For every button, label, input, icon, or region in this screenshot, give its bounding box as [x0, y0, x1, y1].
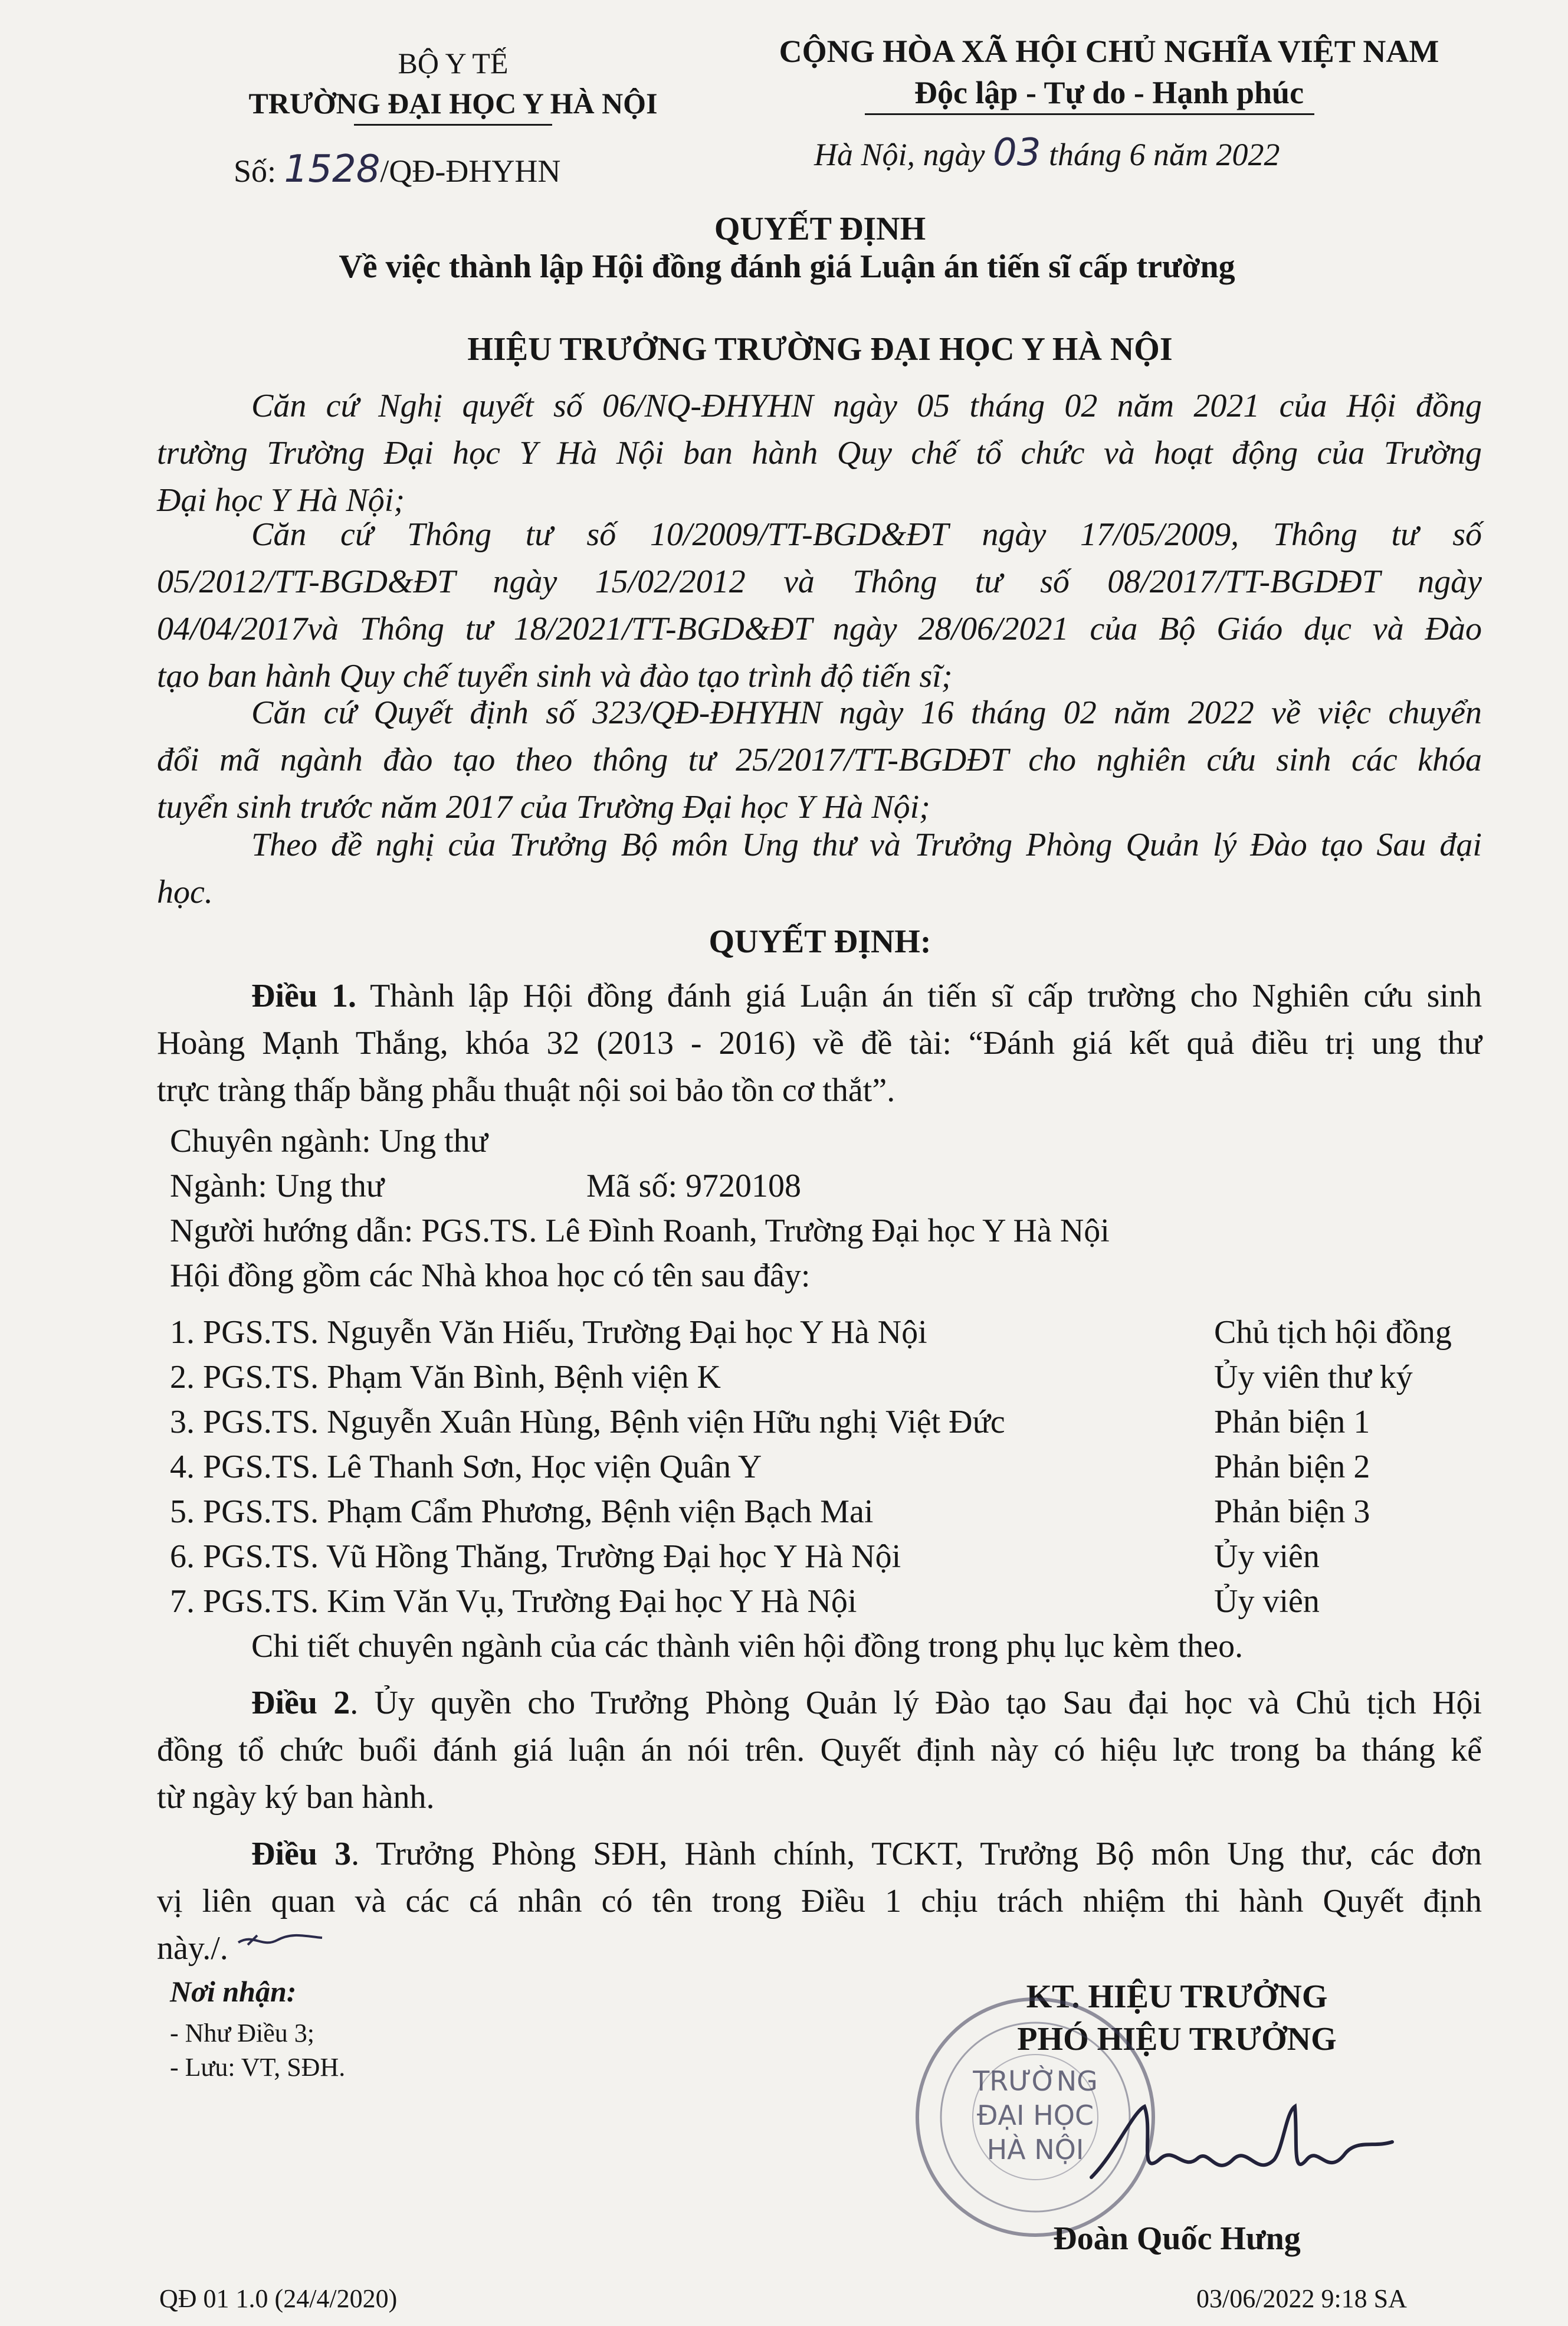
header-left-underline [354, 124, 552, 126]
field: Ngành: Ung thư [170, 1168, 385, 1204]
member-role: Phản biện 1 [1214, 1404, 1370, 1440]
specialty: Chuyên ngành: Ung thư [170, 1123, 488, 1159]
date-prefix: Hà Nội, ngày [814, 137, 985, 172]
council-intro: Hội đồng gồm các Nhà khoa học có tên sau đây: [170, 1257, 811, 1294]
member-role: Ủy viên [1214, 1583, 1320, 1620]
recipient-item: - Lưu: VT, SĐH. [170, 2053, 346, 2082]
member-role: Phản biện 2 [1214, 1449, 1370, 1485]
basis-3: Căn cứ Quyết định số 323/QĐ-ĐHYHN ngày 16 tháng 02 năm 2022 về việc chuyển đổi mã ngành đào tạo theo thông tư 25/2017/TT-BGDĐT cho nghiên cứu sinh các khóa tuyển sinh trước năm 2017 của Trường Đại học Y Hà Nội; [157, 694, 1482, 825]
print-timestamp: 03/06/2022 9:18 SA [1196, 2284, 1407, 2313]
recipient-item: - Như Điều 3; [170, 2019, 315, 2047]
university-name: TRƯỜNG ĐẠI HỌC Y HÀ NỘI [248, 87, 658, 120]
ministry-name: BỘ Y TẾ [398, 47, 509, 80]
number-handwritten: 1528 [284, 148, 380, 191]
member-role: Ủy viên thư ký [1214, 1359, 1413, 1395]
field-code: Mã số: 9720108 [586, 1168, 801, 1204]
number-prefix: Số: [234, 153, 277, 189]
number-suffix: /QĐ-ĐHYHN [380, 153, 561, 189]
document-subject: Về việc thành lập Hội đồng đánh giá Luận án tiến sĩ cấp trường [339, 248, 1235, 285]
member-name: 3. PGS.TS. Nguyễn Xuân Hùng, Bệnh viện Hữu nghị Việt Đức [170, 1404, 1005, 1440]
appendix-note: Chi tiết chuyên ngành của các thành viên hội đồng trong phụ lục kèm theo. [251, 1628, 1244, 1665]
country-name: CỘNG HÒA XÃ HỘI CHỦ NGHĨA VIỆT NAM [779, 34, 1439, 69]
member-name: 5. PGS.TS. Phạm Cẩm Phương, Bệnh viện Bạch Mai [170, 1493, 874, 1530]
document-title: QUYẾT ĐỊNH [714, 211, 926, 247]
issue-date [814, 131, 1280, 175]
signature-title-1: KT. HIỆU TRƯỞNG [1026, 1978, 1328, 2015]
member-name: 2. PGS.TS. Phạm Văn Bình, Bệnh viện K [170, 1359, 721, 1395]
supervisor: Người hướng dẫn: PGS.TS. Lê Đình Roanh, Trường Đại học Y Hà Nội [170, 1213, 1110, 1249]
seal-line-2: ĐẠI HỌC [976, 2099, 1094, 2131]
initial-flourish-mark [236, 1925, 324, 1954]
handwritten-signature [1080, 2089, 1398, 2207]
decision-heading: QUYẾT ĐỊNH: [708, 923, 931, 960]
member-role: Ủy viên [1214, 1538, 1320, 1575]
member-role: Phản biện 3 [1214, 1493, 1370, 1530]
article-3: Điều 3. Trưởng Phòng SĐH, Hành chính, TCKT, Trưởng Bộ môn Ung thư, các đơn vị liên quan và các cá nhân có tên trong Điều 1 chịu trách nhiệm thi hành Quyết định này./. [157, 1836, 1482, 1967]
date-suffix: tháng 6 năm 2022 [1048, 137, 1280, 172]
basis-2: Căn cứ Thông tư số 10/2009/TT-BGD&ĐT ngày 17/05/2009, Thông tư số 05/2012/TT-BGD&ĐT ngày 15/02/2012 và Thông tư số 08/2017/TT-BGDĐT ngày 04/04/2017và Thông tư 18/2021/TT-BGD&ĐT ngày 28/06/2021 của Bộ Giáo dục và Đào tạo ban hành Quy chế tuyển sinh và đào tạo trình độ tiến sĩ; [157, 516, 1482, 694]
signer-name: Đoàn Quốc Hưng [1053, 2220, 1301, 2257]
basis-4: Theo đề nghị của Trưởng Bộ môn Ung thư và Trưởng Phòng Quản lý Đào tạo Sau đại học. [157, 827, 1482, 910]
article-1-label: Điều 1. [251, 978, 357, 1014]
authority-heading: HIỆU TRƯỞNG TRƯỜNG ĐẠI HỌC Y HÀ NỘI [467, 331, 1173, 368]
seal-line-3: HÀ NỘI [986, 2134, 1084, 2166]
member-name: 1. PGS.TS. Nguyễn Văn Hiếu, Trường Đại học Y Hà Nội [170, 1314, 927, 1351]
basis-1: Căn cứ Nghị quyết số 06/NQ-ĐHYHN ngày 05 tháng 02 năm 2021 của Hội đồng trường Trường Đại học Y Hà Nội ban hành Quy chế tổ chức và hoạt động của Trường Đại học Y Hà Nội; [157, 388, 1482, 519]
article-3-label: Điều 3 [251, 1836, 352, 1872]
article-1: Điều 1. Thành lập Hội đồng đánh giá Luận án tiến sĩ cấp trường cho Nghiên cứu sinh Hoàng Mạnh Thắng, khóa 32 (2013 - 2016) về đề tài: “Đánh giá kết quả điều trị ung thư trực tràng thấp bằng phẫu thuật nội soi bảo tồn cơ thắt”. [157, 978, 1482, 1109]
decision-number [234, 148, 560, 191]
member-name: 6. PGS.TS. Vũ Hồng Thăng, Trường Đại học Y Hà Nội [170, 1538, 901, 1575]
member-name: 7. PGS.TS. Kim Văn Vụ, Trường Đại học Y Hà Nội [170, 1583, 857, 1620]
recipients-heading: Nơi nhận: [170, 1975, 297, 2008]
member-name: 4. PGS.TS. Lê Thanh Sơn, Học viện Quân Y [170, 1449, 762, 1485]
signature-title-2: PHÓ HIỆU TRƯỞNG [1017, 2021, 1337, 2058]
seal-line-1: TRƯỜNG [973, 2065, 1098, 2097]
national-motto: Độc lập - Tự do - Hạnh phúc [914, 75, 1304, 110]
member-role: Chủ tịch hội đồng [1214, 1314, 1452, 1351]
article-2-label: Điều 2 [251, 1685, 350, 1721]
form-code: QĐ 01 1.0 (24/4/2020) [159, 2284, 398, 2313]
article-2: Điều 2. Ủy quyền cho Trưởng Phòng Quản lý Đào tạo Sau đại học và Chủ tịch Hội đồng tổ chức buổi đánh giá luận án nói trên. Quyết định này có hiệu lực trong ba tháng kể từ ngày ký ban hành. [157, 1685, 1482, 1816]
motto-underline [865, 113, 1314, 115]
date-day-handwritten: 03 [993, 131, 1041, 175]
